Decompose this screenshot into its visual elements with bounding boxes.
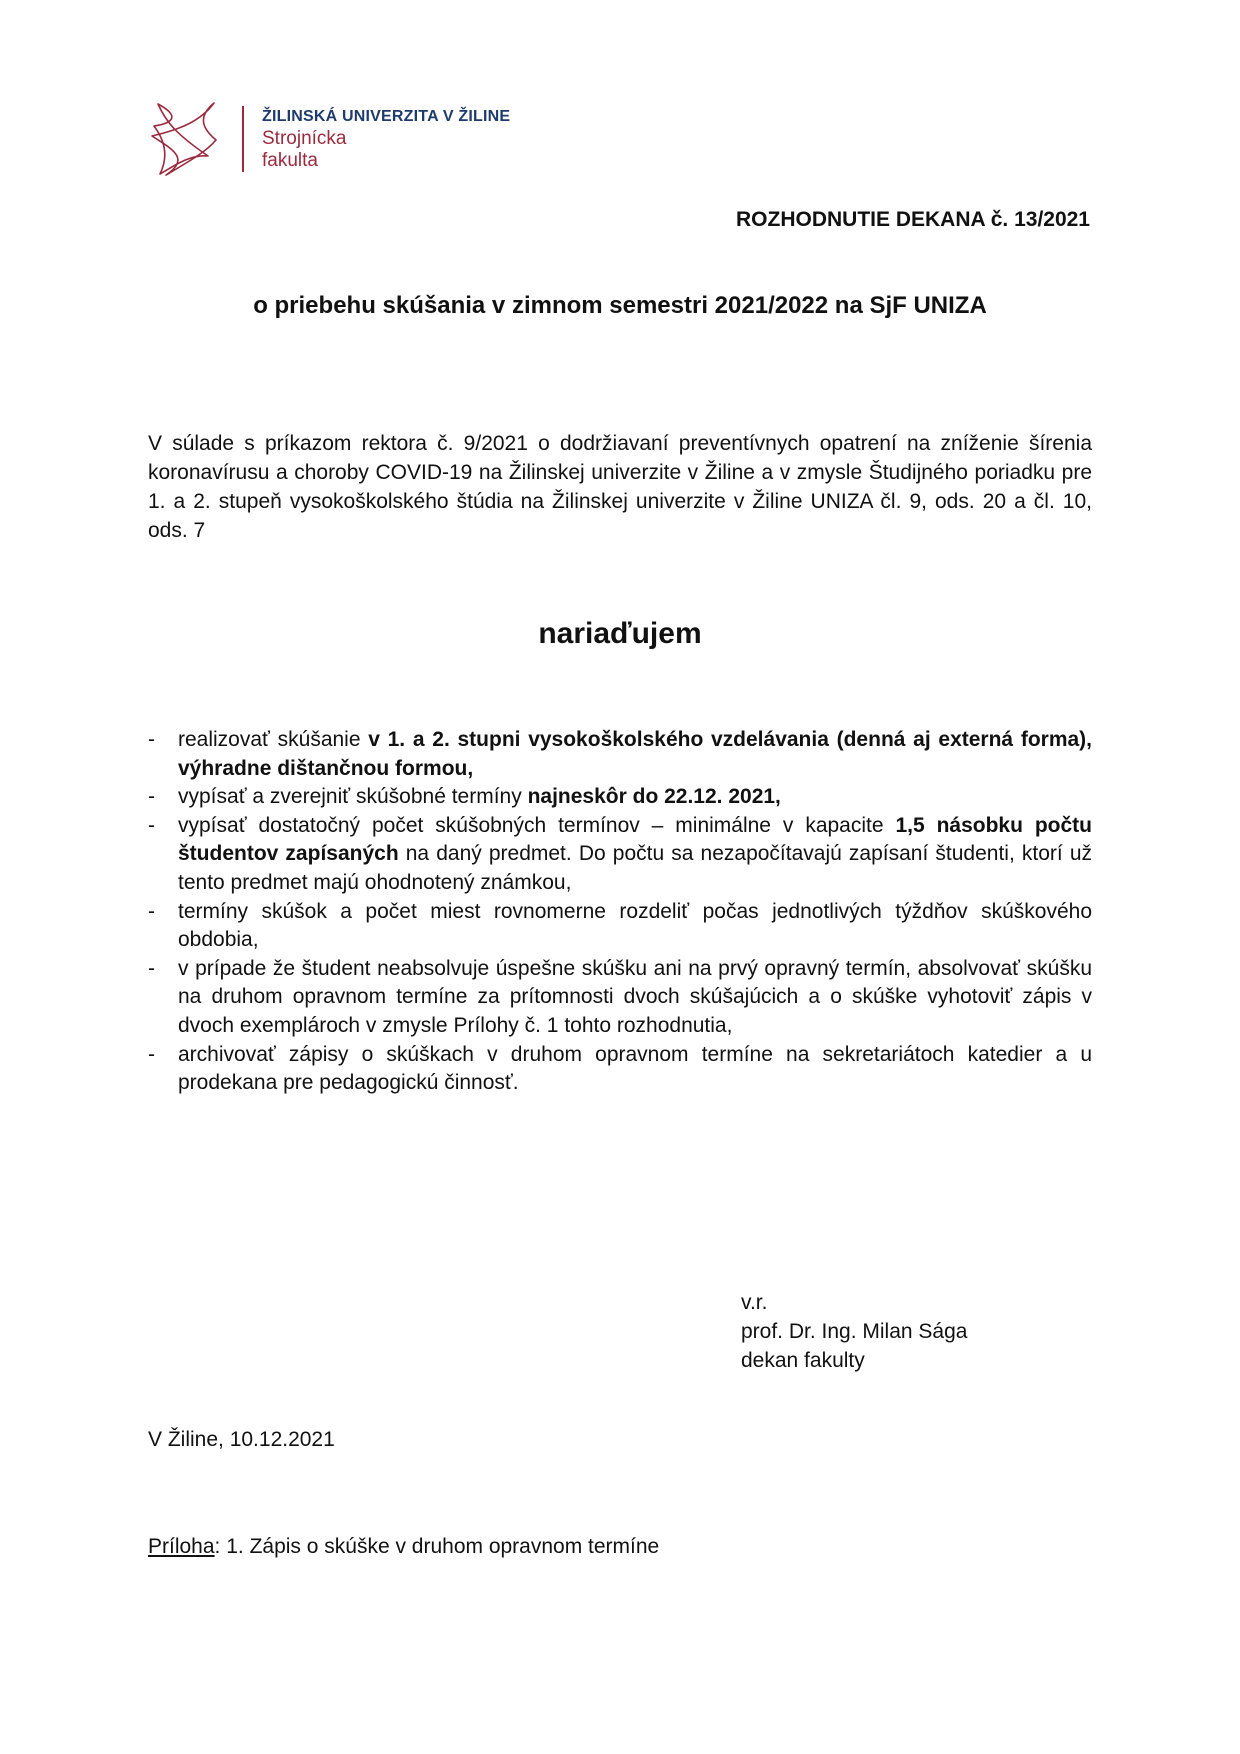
order-item-2-text: vypísať a zverejniť skúšobné termíny: [178, 785, 528, 809]
order-item-1-text: realizovať skúšanie: [178, 728, 369, 751]
order-item-6-text: archivovať zápisy o skúškach v druhom opravnom termíne na sekretariátoch katedier a u prodekana pre pedagogickú činnosť.: [178, 1042, 1092, 1095]
annex-line: [148, 1535, 659, 1559]
order-item-5: [148, 955, 1092, 1041]
annex-label: Príloha: [148, 1535, 215, 1558]
order-item-6: [148, 1041, 1092, 1098]
place-and-date: V Žiline, 10.12.2021: [148, 1428, 335, 1451]
logo-university-name: ŽILINSKÁ UNIVERZITA V ŽILINE: [262, 108, 511, 125]
order-item-3-text: vypísať dostatočný počet skúšobných termínov – minimálne v kapacite: [178, 813, 896, 837]
order-item-1-bold: v 1. a 2. stupni vysokoškolského vzdelávania (denná aj externá forma), výhradne dištančnou formou,: [178, 728, 1092, 780]
list-dash: -: [148, 785, 155, 809]
order-item-4-text: termíny skúšok a počet miest rovnomerne rozdeliť počas jednotlivých týždňov skúškového obdobia,: [178, 899, 1092, 952]
order-item-3-text-after: na daný predmet. Do počtu sa nezapočítavajú zapísaní študenti, ktorí už tento predmet majú ohodnotený známkou,: [178, 842, 1092, 894]
order-item-2: [148, 783, 1092, 812]
logo-divider: [242, 106, 244, 172]
list-dash: -: [148, 1042, 155, 1066]
list-dash: -: [148, 899, 155, 923]
list-dash: -: [148, 956, 155, 980]
list-dash: -: [148, 728, 155, 751]
orders-list: [148, 726, 1092, 1098]
order-item-4: [148, 898, 1092, 955]
order-item-3-bold: 1,5 násobku počtu študentov zapísaných: [178, 813, 1093, 866]
signature-name: prof. Dr. Ing. Milan Sága: [741, 1320, 968, 1343]
order-item-2-bold: najneskôr do 22.12. 2021,: [527, 785, 781, 809]
list-dash: -: [148, 813, 155, 837]
document-subject: o priebehu skúšania v zimnom semestri 2021/2022 na SjF UNIZA: [253, 292, 987, 319]
order-heading: nariaďujem: [538, 617, 702, 650]
signature-vr: v.r.: [741, 1291, 768, 1314]
order-item-1: [148, 726, 1092, 783]
order-item-3: [148, 812, 1092, 898]
signature-role: dekan fakulty: [741, 1349, 865, 1372]
signature-block: [741, 1288, 967, 1375]
order-item-5-text: v prípade že študent neabsolvuje úspešne skúšku ani na prvý opravný termín, absolvovať skúšku na druhom opravnom termíne za prítomnosti dvoch skúšajúcich a o skúške vyhotoviť zápis v dvoch exemplároch v zmysle Prílohy č. 1 tohto rozhodnutia,: [178, 956, 1092, 1037]
annex-text: : 1. Zápis o skúške v druhom opravnom termíne: [214, 1535, 660, 1558]
decision-number: ROZHODNUTIE DEKANA č. 13/2021: [736, 208, 1090, 231]
faculty-logo: [148, 100, 528, 180]
preamble-paragraph: V súlade s príkazom rektora č. 9/2021 o dodržiavaní preventívnych opatrení na zníženie šírenia koronavírusu a choroby COVID-19 na Žilinskej univerzite v Žiline a v zmysle Študijného poriadku pre 1. a 2. stupeň vysokoškolského štúdia na Žilinskej univerzite v Žiline UNIZA čl. 9, ods. 20 a čl. 10, ods. 7: [148, 432, 1092, 542]
logo-faculty-line2: fakulta: [262, 150, 318, 171]
logo-faculty-line1: Strojnícka: [262, 128, 347, 149]
logo-mark-icon: [148, 100, 220, 178]
